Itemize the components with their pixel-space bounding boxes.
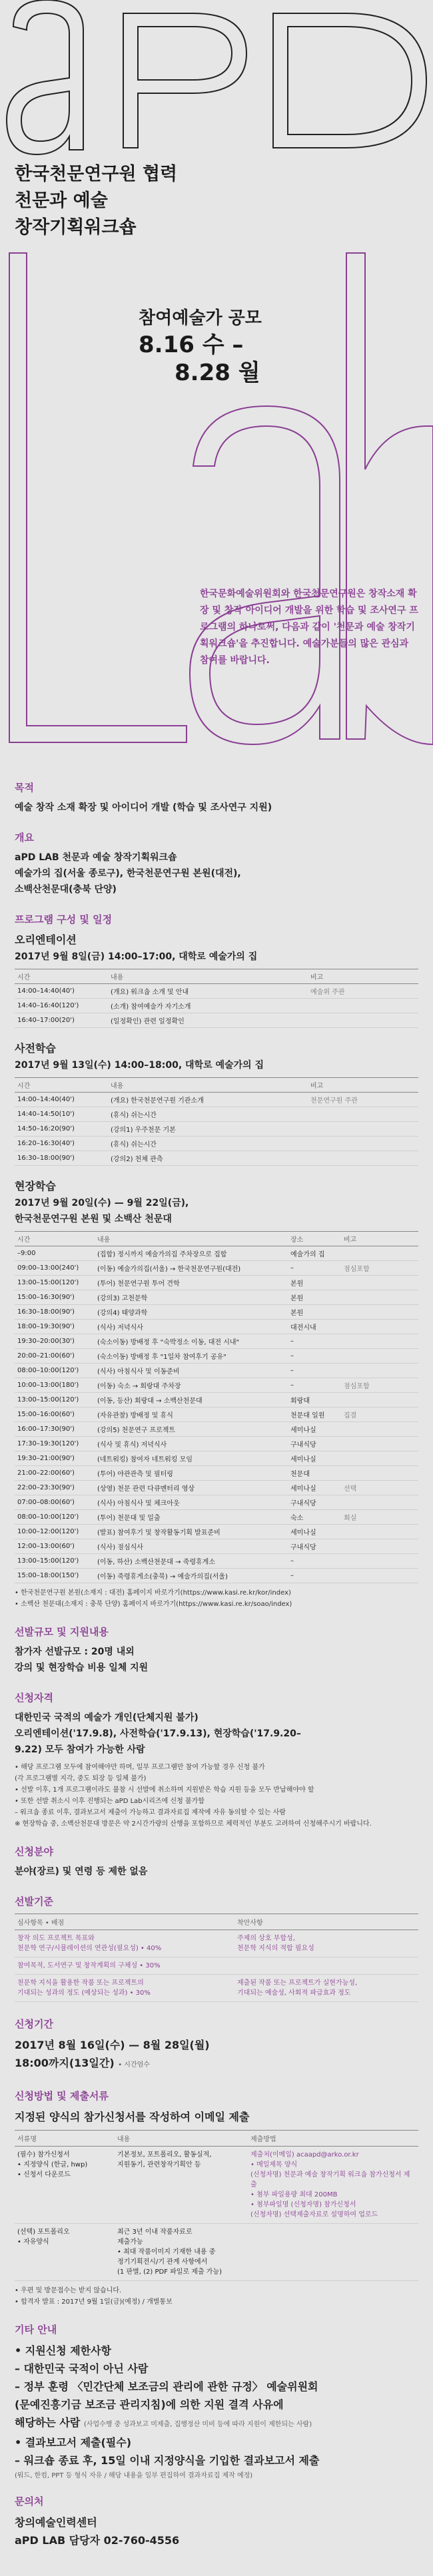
eligibility-note: • 또한 선발 취소시 이후 진행되는 aPD Lab시리즈에 신청 불가함 (15, 1798, 205, 1805)
table-row (15, 1320, 418, 1334)
table-cell: 14:40–16:40(120') (15, 999, 108, 1013)
table-row (15, 1437, 418, 1451)
table-cell: 구내식당 (288, 1539, 341, 1554)
orientation-date: 2017년 9월 8일(금) 14:00–17:00, 대학로 예술가의 집 (15, 951, 258, 962)
overview-line: 소백산천문대(충북 단양) (15, 884, 117, 895)
table-cell: (자유관찰) 방배정 및 휴식 (95, 1408, 288, 1422)
section-title: 선발규모 및 지원내용 (15, 1626, 109, 1638)
hero-org-line: 창작기획워크숍 (15, 217, 137, 238)
table-cell (341, 1422, 418, 1437)
hero-call-title: 참여예술가 공모 (139, 308, 262, 328)
table-cell: 천문연구원 주관 (308, 1093, 418, 1107)
section-title: 신청자격 (15, 1692, 53, 1704)
table-cell: 창작 의도 프로젝트 목표와 천문학 연구/시뮬레이션의 연관성(필요성) • 40% (15, 1930, 234, 1957)
table-row (15, 2147, 418, 2224)
table-row (15, 999, 418, 1013)
table-header: 장소 (288, 1232, 341, 1246)
table-row (15, 1393, 418, 1408)
table-cell: (식사) 점심식사 (95, 1539, 288, 1554)
table-cell (234, 1957, 418, 1975)
eligibility-note: (각 프로그램별 지각, 중도 퇴장 등 일체 불가) (15, 1775, 147, 1782)
table-row (15, 1466, 418, 1481)
table-row (15, 1261, 418, 1276)
period-deadline-time: 18:00까지(13일간) (15, 2057, 115, 2069)
table-cell: 예술위 주관 (308, 984, 418, 999)
table-row (15, 1510, 418, 1525)
section-title: 신청방법 및 제출서류 (15, 2090, 109, 2102)
table-cell: 12:00–13:00(60') (15, 1539, 95, 1554)
table-header: 비고 (308, 1078, 418, 1093)
table-cell: 16:30–18:00(90') (15, 1305, 95, 1320)
table-row (15, 1378, 418, 1393)
section-purpose (0, 780, 433, 816)
table-cell: 주제의 상호 부합성, 천문학 지식의 적합 필요성 (234, 1930, 418, 1957)
table-cell: (휴식) 쉬는시간 (108, 1137, 308, 1151)
table-cell (341, 1246, 418, 1261)
table-row (15, 2224, 418, 2281)
table-cell (341, 1290, 418, 1305)
table-cell: 숙소 (288, 1510, 341, 1525)
table-cell: 09:00–13:00(240') (15, 1261, 95, 1276)
table-row (15, 1151, 418, 1166)
table-cell (341, 1525, 418, 1539)
restrict-note: (사업수행 중 성과보고 미제출, 집행정산 미비 등에 따라 지원이 제한되는 사람) (83, 2421, 312, 2428)
table-row (15, 1290, 418, 1305)
table-cell: (휴식) 쉬는시간 (108, 1107, 308, 1122)
table-cell: – (288, 1349, 341, 1364)
table-cell: 16:00–17:30(90') (15, 1422, 95, 1437)
table-cell: (강의5) 천문연구 프로젝트 (95, 1422, 288, 1437)
field-study-date: 2017년 9월 20일(수) — 9월 22일(금), (15, 1198, 189, 1208)
table-row (15, 1451, 418, 1466)
table-row (15, 1334, 418, 1349)
table-row (15, 1305, 418, 1320)
table-cell: – (288, 1569, 341, 1583)
table-cell (308, 1107, 418, 1122)
table-cell (341, 1349, 418, 1364)
table-cell (308, 1122, 418, 1137)
method-note: • 합격자 발표 : 2017년 9월 1일(금)(예정) / 개별통보 (15, 2298, 173, 2306)
table-row (15, 1539, 418, 1554)
table-cell (341, 1554, 418, 1569)
table-header: 서류명 (15, 2131, 115, 2147)
table-cell (308, 1137, 418, 1151)
table-header: 비고 (341, 1232, 418, 1246)
table-cell: 대전시내 (288, 1320, 341, 1334)
table-row (15, 1107, 418, 1122)
other-line: (문예진흥기금 보조금 관리지침)에 의한 지원 결격 사유에 (15, 2398, 284, 2411)
field-note: • 한국천문연구원 본원(소재지 : 대전) 홈페이지 바로가기(https://www.kasi.re.kr/kor/index) (15, 1589, 291, 1597)
table-cell: (소개) 참여예술가 자기소개 (108, 999, 308, 1013)
table-cell: 회실 (341, 1510, 418, 1525)
table-cell: (개요) 워크숍 소개 및 안내 (108, 984, 308, 999)
table-cell: 선택 (341, 1481, 418, 1495)
section-title: 프로그램 구성 및 일정 (15, 913, 113, 925)
pre-study-table (15, 1077, 418, 1166)
section-title: 문의처 (15, 2495, 44, 2507)
table-cell: (네트워킹) 참여자 네트워킹 모임 (95, 1451, 288, 1466)
table-cell: 회랑대 (288, 1393, 341, 1408)
table-cell: 16:30–18:00(90') (15, 1151, 108, 1166)
table-cell: – (288, 1334, 341, 1349)
table-row (15, 1122, 418, 1137)
orientation-title: 오리엔테이션 (15, 933, 77, 946)
result-note: (워드, 한컴, PPT 등 형식 자유 / 해당 내용을 일부 편집하여 결과자료집 제작 예정) (15, 2472, 253, 2479)
table-cell: 08:00–10:00(120') (15, 1510, 95, 1525)
table-cell: (이동) 죽령휴게소(충북) → 예술가의집(서울) (95, 1569, 288, 1583)
table-cell: 13:00–15:00(120') (15, 1554, 95, 1569)
table-cell: (식사 및 휴식) 저녁식사 (95, 1437, 288, 1451)
hero-intro: 한국문화예술위원회와 한국천문연구원은 창작소재 확장 및 창작 아이디어 개발을 위한 학습 및 조사연구 프로그램의 하나로써, 다음과 같이 '천문과 예술 창작기획워크숍'을 추진합니다. 예술가분들의 많은 관심과 참여를 바랍니다. (200, 589, 418, 666)
hero-date-end: 8.28 월 (175, 360, 260, 386)
eligibility-line: 9.22) 모두 참여가 가능한 사람 (15, 1744, 145, 1755)
table-cell: 07:00–08:00(60') (15, 1495, 95, 1510)
table-cell: 20:00–21:00(60') (15, 1349, 95, 1364)
table-cell: (이동) 숙소 → 회랑대 주차장 (95, 1378, 288, 1393)
table-cell: (선택) 포트폴리오 • 자유양식 (15, 2224, 115, 2281)
pre-study-title: 사전학습 (15, 1042, 56, 1055)
table-cell: 15:00–16:30(90') (15, 1290, 95, 1305)
table-cell: (투어) 천문대 및 일출 (95, 1510, 288, 1525)
table-cell: 15:00–16:00(60') (15, 1408, 95, 1422)
table-cell (248, 2224, 418, 2281)
table-cell: 세미나실 (288, 1422, 341, 1437)
table-cell: (투어) 야관관측 및 필터링 (95, 1466, 288, 1481)
table-cell: 14:00–14:40(40') (15, 1093, 108, 1107)
field-study-table (15, 1231, 418, 1583)
table-cell: 천문대 일원 (288, 1408, 341, 1422)
table-row (15, 1137, 418, 1151)
table-row (15, 1246, 418, 1261)
table-cell: (집합) 정시까지 예술가의집 주차장으로 집합 (95, 1246, 288, 1261)
table-cell: 세미나실 (288, 1481, 341, 1495)
table-header: 착안사항 (234, 1914, 418, 1930)
table-cell: 18:00–19:30(90') (15, 1320, 95, 1334)
table-cell: 참여목적, 도서연구 및 창작계획의 구체성 • 30% (15, 1957, 234, 1975)
table-cell: – (288, 1364, 341, 1378)
table-cell: 14:50–16:20(90') (15, 1122, 108, 1137)
table-cell: 본원 (288, 1290, 341, 1305)
section-period (0, 2017, 433, 2074)
table-row (15, 1930, 418, 1957)
table-row (15, 1525, 418, 1539)
field-study-place: 한국천문연구원 본원 및 소백산 천문대 (15, 1214, 172, 1224)
section-title: 목적 (15, 782, 34, 794)
contact-line: aPD LAB 담당자 02-760-4556 (15, 2534, 180, 2547)
table-cell: (숙소이동) 방배정 후 "숙박정소 이동, 대전 시내" (95, 1334, 288, 1349)
table-cell: (상영) 천문 관련 다큐멘터리 영상 (95, 1481, 288, 1495)
table-cell: (식사) 아침식사 및 이동준비 (95, 1364, 288, 1378)
overview-line: aPD LAB 천문과 예술 창작기획워크숍 (15, 852, 177, 863)
field-study-title: 현장학습 (15, 1180, 56, 1192)
table-cell: 13:00–15:00(120') (15, 1393, 95, 1408)
scale-line: 강의 및 현장학습 비용 일체 지원 (15, 1663, 149, 1673)
field-note: • 소백산 천문대(소재지 : 충북 단양) 홈페이지 바로가기(https://www.kasi.re.kr/soao/index) (15, 1601, 292, 1608)
table-cell: 제출된 작품 또는 프로젝트가 실현가능성, 기대되는 예술성, 사회적 파급효과 정도 (234, 1975, 418, 2002)
table-header: 시간 (15, 1232, 95, 1246)
table-cell: 집결 (341, 1408, 418, 1422)
table-cell (308, 1151, 418, 1166)
period-dates: 2017년 8월 16일(수) — 8월 28일(월) (15, 2039, 210, 2051)
table-cell (341, 1305, 418, 1320)
table-row (15, 1276, 418, 1290)
table-cell: (강의4) 태양과학 (95, 1305, 288, 1320)
table-cell: 구내식당 (288, 1437, 341, 1451)
table-cell (308, 999, 418, 1013)
table-row (15, 1975, 418, 2002)
table-cell: (필수) 참가신청서 • 지정양식 (한글, hwp) • 신청서 다운로드 (15, 2147, 115, 2224)
period-deadline-note: • 시간엄수 (118, 2061, 150, 2069)
table-cell: (강의2) 천체 관측 (108, 1151, 308, 1166)
section-title: 기타 안내 (15, 2324, 57, 2336)
table-cell: (이동, 등산) 회랑대 → 소백산천문대 (95, 1393, 288, 1408)
orientation-table (15, 969, 418, 1028)
eligibility-note: • 선발 이후, 1개 프로그램이라도 불참 시 선발에 취소하며 지원받은 학습 지원 등을 모두 반납해야야 할 (15, 1786, 314, 1794)
eligibility-note: ※ 현장학습 중, 소백산천문대 방문은 약 2시간가량의 산행을 포함하므로 체력적인 부분도 고려하여 신청해주시기 바랍니다. (15, 1820, 372, 1828)
table-cell: 21:00–22:00(60') (15, 1466, 95, 1481)
table-cell (341, 1466, 418, 1481)
section-program (0, 912, 433, 1610)
table-header: 시간 (15, 1078, 108, 1093)
table-header: 시간 (15, 969, 108, 984)
table-cell (341, 1569, 418, 1583)
table-header: 심사항목 • 배점 (15, 1914, 234, 1930)
table-cell (341, 1437, 418, 1451)
table-cell: 본원 (288, 1305, 341, 1320)
table-row (15, 1422, 418, 1437)
section-criteria (0, 1894, 433, 2002)
table-row (15, 1408, 418, 1422)
table-cell: (일정확인) 관련 일정확인 (108, 1013, 308, 1028)
other-line: • 지원신청 제한사항 (15, 2344, 112, 2357)
other-line: – 정부 훈령 〈민간단체 보조금의 관리에 관한 규정〉 예술위원회 (15, 2380, 318, 2393)
table-cell (341, 1364, 418, 1378)
table-cell: 점심포함 (341, 1261, 418, 1276)
eligibility-line: 오리엔테이션('17.9.8), 사전학습('17.9.13), 현장학습('17.9.20– (15, 1728, 301, 1739)
table-cell: (이동) 예술가의집(서울) → 한국천문연구원(대전) (95, 1261, 288, 1276)
table-cell (341, 1320, 418, 1334)
table-cell: 16:20–16:30(40') (15, 1137, 108, 1151)
table-cell: – (288, 1261, 341, 1276)
table-cell: 10:00–13:00(180') (15, 1378, 95, 1393)
criteria-table (15, 1914, 418, 2002)
table-cell (308, 1013, 418, 1028)
table-cell: 16:40–17:00(20') (15, 1013, 108, 1028)
section-overview (0, 830, 433, 898)
section-title: 선발기준 (15, 1896, 53, 1908)
table-cell (341, 1393, 418, 1408)
table-cell: 22:00–23:30(90') (15, 1481, 95, 1495)
table-cell: 19:30–20:00(30') (15, 1334, 95, 1349)
table-row (15, 1495, 418, 1510)
method-note: • 우편 및 방문접수는 받지 않습니다. (15, 2287, 122, 2294)
other-line (15, 2414, 418, 2434)
table-cell: 최근 3년 이내 작품자료로 제출가능 • 최대 작품이미지 기재한 내용 중 정기기획전시/기 관계 사항에서 (1 판별, (2) PDF 파일로 제출 가능) (115, 2224, 248, 2281)
table-row (15, 1554, 418, 1569)
table-cell: (발표) 참여후기 및 창작활동기획 발표준비 (95, 1525, 288, 1539)
table-header: 내용 (95, 1232, 288, 1246)
table-cell (341, 1451, 418, 1466)
section-title: 개요 (15, 832, 34, 844)
section-method (0, 2089, 433, 2308)
table-cell: (강의1) 우주천문 기본 (108, 1122, 308, 1137)
other-line: • 결과보고서 제출(필수) (15, 2436, 132, 2449)
scale-line: 참가자 선발규모 : 20명 내외 (15, 1647, 135, 1657)
section-scale (0, 1625, 433, 1676)
table-cell (341, 1334, 418, 1349)
table-cell: (강의3) 고천문학 (95, 1290, 288, 1305)
table-cell: 점심포함 (341, 1378, 418, 1393)
table-cell (341, 1539, 418, 1554)
table-cell: 14:00–14:40(40') (15, 984, 108, 999)
hero-organization (15, 161, 177, 241)
section-title: 신청분야 (15, 1846, 53, 1858)
eligibility-line: 대한민국 국적의 예술가 개인(단체지원 불가) (15, 1712, 199, 1723)
table-cell: (투어) 천문연구원 투어 견학 (95, 1276, 288, 1290)
table-cell: 구내식당 (288, 1495, 341, 1510)
table-row (15, 984, 418, 999)
hero (0, 0, 433, 766)
table-header: 제출방법 (248, 2131, 418, 2147)
table-cell: 10:00–12:00(120') (15, 1525, 95, 1539)
table-cell: 15:00–18:00(150') (15, 1569, 95, 1583)
table-cell: (식사) 아침식사 및 체크아웃 (95, 1495, 288, 1510)
other-line: – 워크숍 종료 후, 15일 이내 지정양식을 기입한 결과보고서 제출 (15, 2454, 320, 2467)
period-deadline (15, 2054, 418, 2074)
table-cell: 14:40–14:50(10') (15, 1107, 108, 1122)
eligibility-note: • 해당 프로그램 모두에 참여해야만 하며, 일부 프로그램만 참여 가능할 경우 신청 불가 (15, 1764, 265, 1771)
section-title: 신청기간 (15, 2018, 53, 2030)
table-cell: (식사) 저녁식사 (95, 1320, 288, 1334)
table-row (15, 1349, 418, 1364)
table-cell: 17:30–19:30(120') (15, 1437, 95, 1451)
table-cell: (개요) 한국천문연구원 기관소개 (108, 1093, 308, 1107)
table-header: 내용 (108, 1078, 308, 1093)
table-cell: 19:30–21:00(90') (15, 1451, 95, 1466)
field-area-text: 분야(장르) 및 연령 등 제한 없음 (15, 1866, 148, 1877)
table-cell: 천문대 (288, 1466, 341, 1481)
table-row (15, 1364, 418, 1378)
table-cell: 본원 (288, 1276, 341, 1290)
table-cell: (숙소이동) 방배정 후 "1일차 참여후기 공유" (95, 1349, 288, 1364)
pre-study-date: 2017년 9월 13일(수) 14:00–18:00, 대학로 예술가의 집 (15, 1060, 264, 1071)
table-cell: –9:00 (15, 1246, 95, 1261)
table-cell (341, 1276, 418, 1290)
hero-date-start: 8.16 수 – (139, 332, 244, 358)
table-cell: 천문학 지식을 활용한 작품 또는 프로젝트의 기대되는 성과의 정도 (예상되는 성과) • 30% (15, 1975, 234, 2002)
section-contact (0, 2494, 433, 2549)
table-cell: – (288, 1378, 341, 1393)
hero-org-line: 한국천문연구원 협력 (15, 164, 178, 184)
table-cell: 세미나실 (288, 1451, 341, 1466)
table-row (15, 1569, 418, 1583)
table-row (15, 1093, 418, 1107)
table-row (15, 1481, 418, 1495)
table-cell: 기본정보, 포트폴리오, 활동실적, 지원동기, 관련창작기획안 등 (115, 2147, 248, 2224)
table-row (15, 1013, 418, 1028)
table-cell: 예술가의 집 (288, 1246, 341, 1261)
method-line: 지정된 양식의 참가신청서를 작성하여 이메일 제출 (15, 2111, 250, 2123)
other-line-text: 해당하는 사람 (15, 2416, 81, 2429)
table-cell: 세미나실 (288, 1525, 341, 1539)
hero-org-line: 천문과 예술 (15, 190, 108, 211)
other-line: – 대한민국 국적이 아닌 사람 (15, 2362, 149, 2375)
contact-line: 창의예술인력센터 (15, 2516, 97, 2529)
table-header: 비고 (308, 969, 418, 984)
overview-line: 예술가의 집(서울 종로구), 한국천문연구원 본원(대전), (15, 868, 241, 879)
section-other (0, 2322, 433, 2479)
method-table (15, 2130, 418, 2281)
table-cell: 제출처(이메일) acaapd@arko.or.kr • 메일제목 양식 (신청자명) 천문과 예술 창작기획 워크숍 참가신청서 제출 • 첨부 파일용량 최대 200MB • 첨부파일명 (신청자명) 참가신청서 (신청자명) 선택제출자료로 설명하여 업로드 (248, 2147, 418, 2224)
table-header: 내용 (115, 2131, 248, 2147)
table-header: 내용 (108, 969, 308, 984)
table-cell: – (288, 1554, 341, 1569)
eligibility-note: – 워크숍 종료 이후, 결과보고서 제출이 가능하고 결과자료집 제작에 자유 동의할 수 있는 사람 (15, 1809, 286, 1816)
table-cell: (이동, 하산) 소백산천문대 → 죽령휴게소 (95, 1554, 288, 1569)
table-cell: 13:00–15:00(120') (15, 1276, 95, 1290)
section-field-area (0, 1844, 433, 1880)
table-cell: 08:00–10:00(120') (15, 1364, 95, 1378)
table-cell (341, 1495, 418, 1510)
purpose-text: 예술 창작 소재 확장 및 아이디어 개발 (학습 및 조사연구 지원) (15, 802, 272, 813)
table-row (15, 1957, 418, 1975)
section-eligibility (0, 1690, 433, 1830)
